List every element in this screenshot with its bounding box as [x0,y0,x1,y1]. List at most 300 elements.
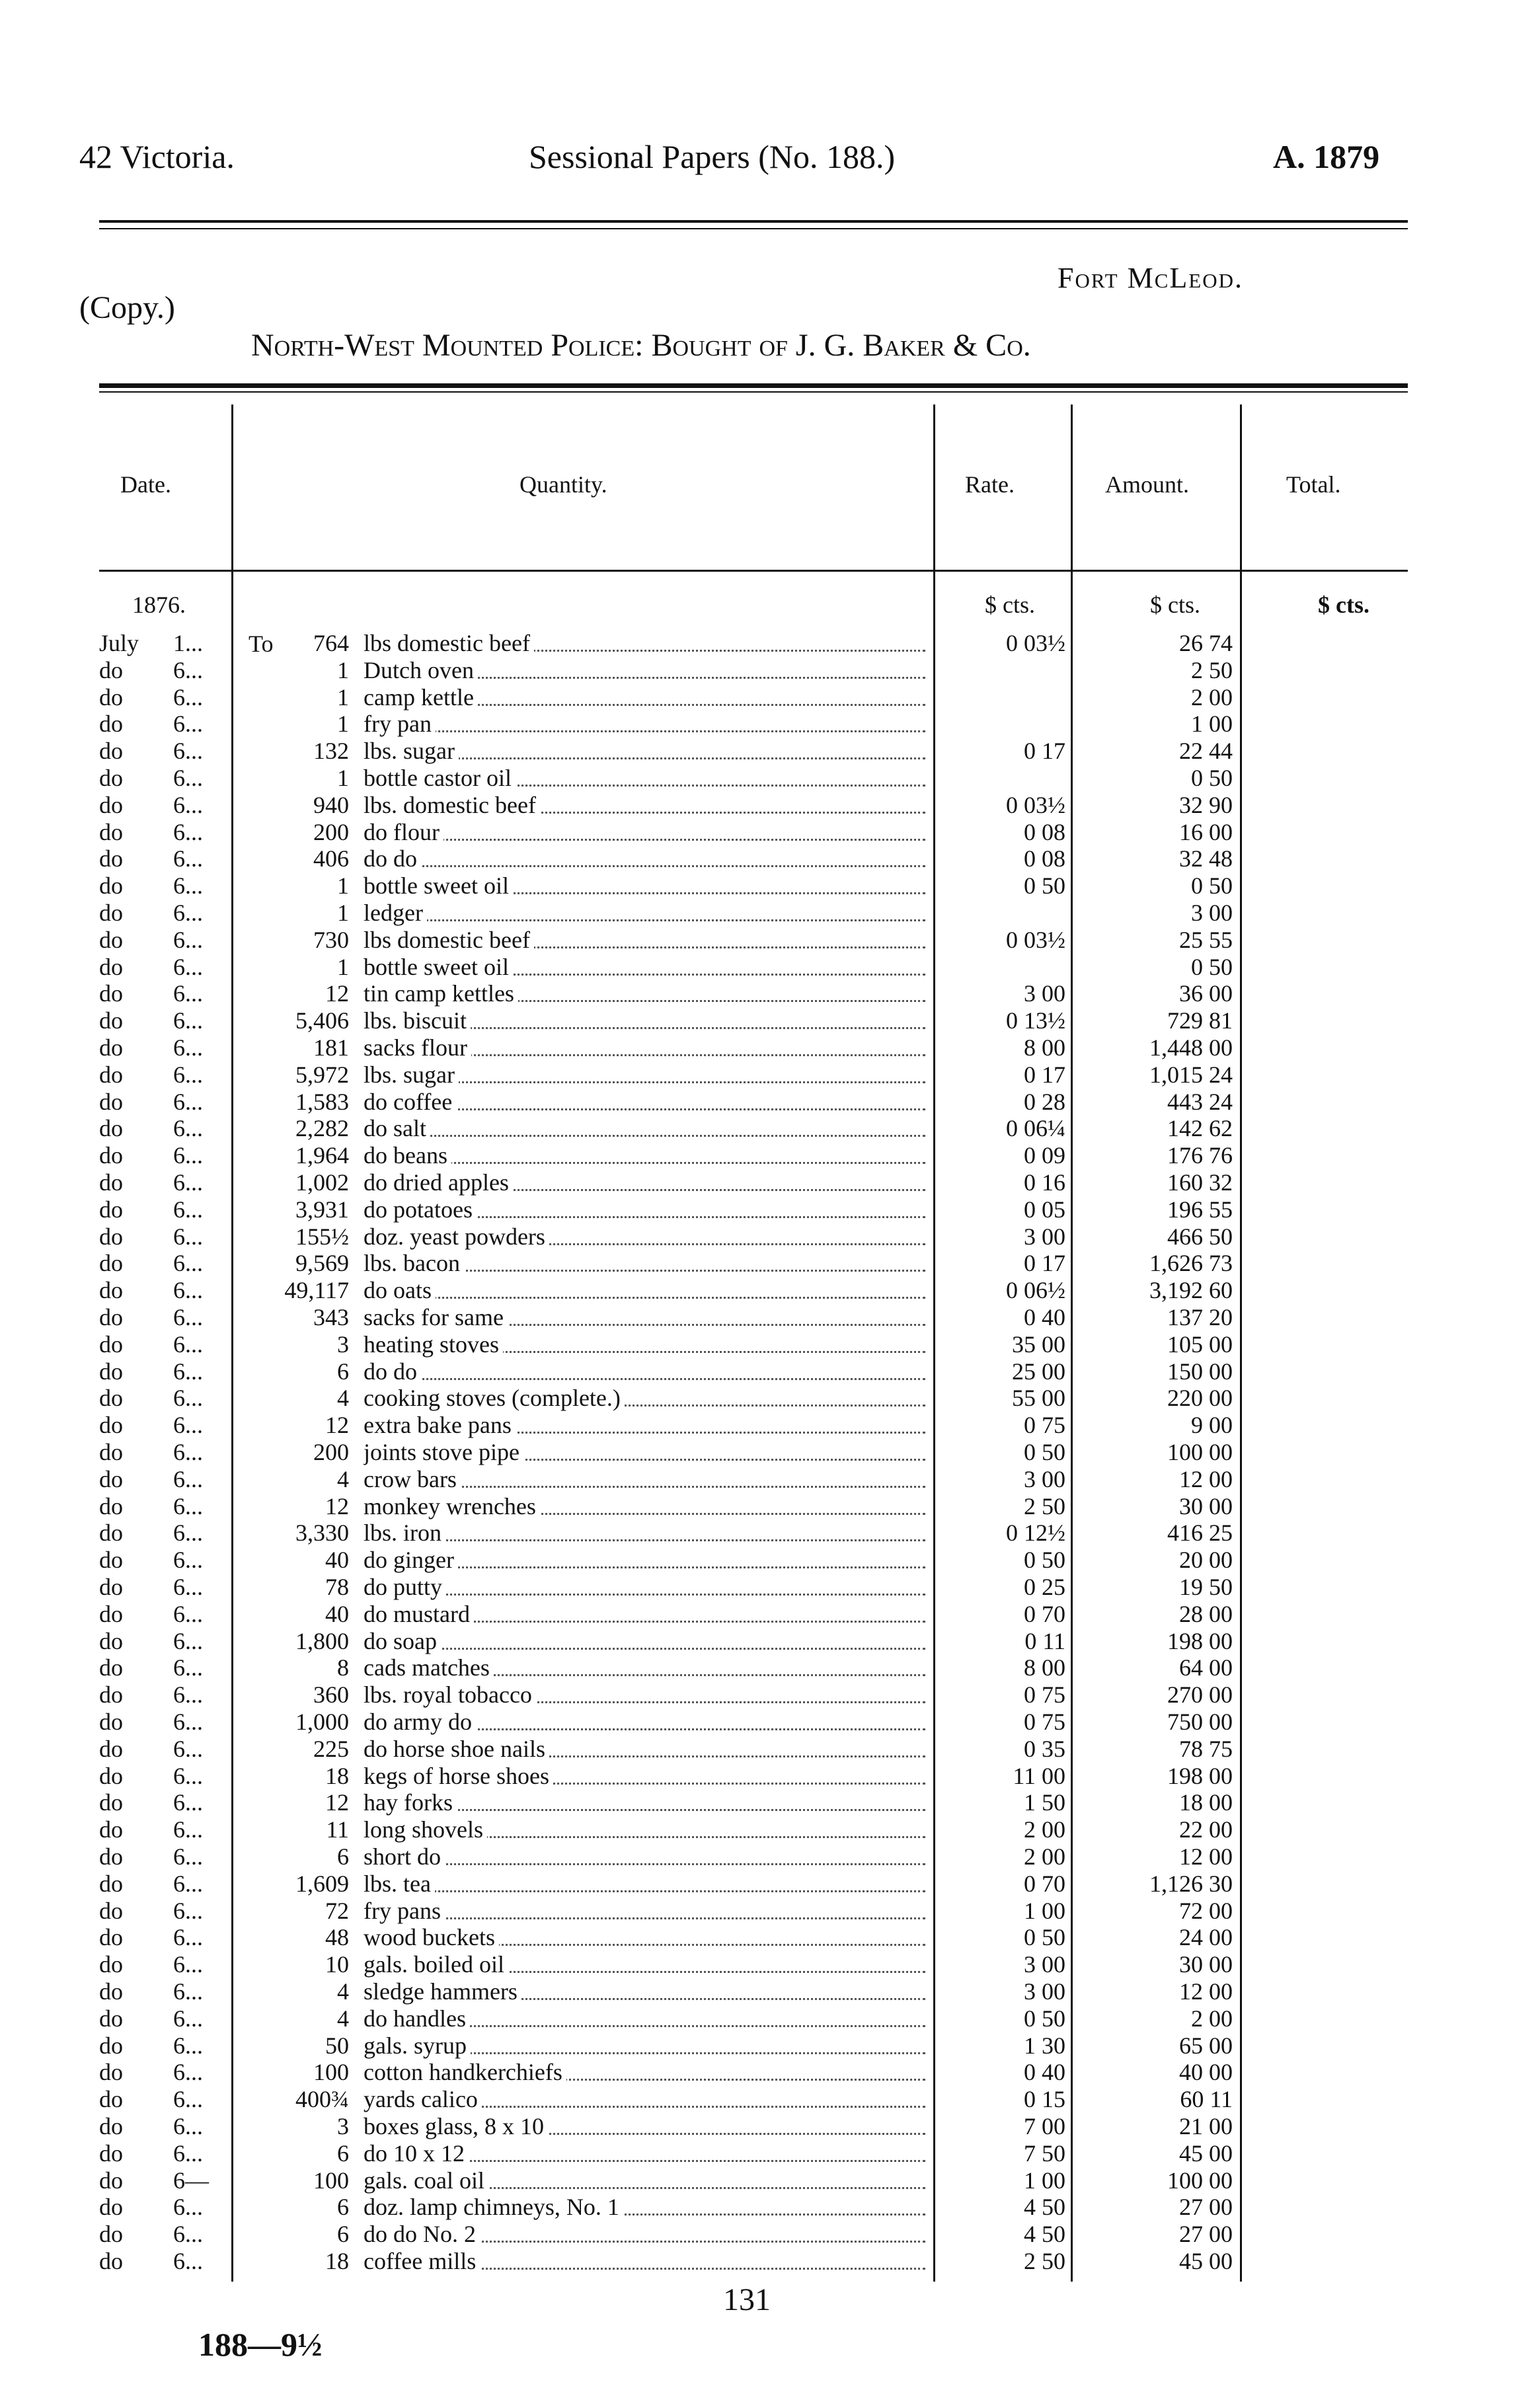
row-rate: 4 50 [1024,2194,1065,2221]
row-day: 6... [173,872,203,900]
row-description: lbs. biscuit [364,1007,471,1034]
row-quantity: 72 [325,1897,349,1924]
row-description: do 10 x 12 [364,2140,469,2167]
row-quantity: 100 [313,2059,349,2086]
total-unit: $ cts. [1318,592,1369,618]
column-quantity: Quantity. [520,471,607,498]
row-quantity: 6 [337,2194,349,2221]
row-quantity: 225 [313,1735,349,1762]
table-row [0,1358,1540,1385]
row-rate: 0 06¼ [1006,1115,1065,1142]
table-row [0,2140,1540,2167]
row-quantity: 1,583 [295,1088,349,1115]
row-rate: 25 00 [1012,1358,1065,1385]
row-description: do dried apples [364,1169,513,1196]
row-rate: 8 00 [1024,1654,1065,1681]
row-rate: 0 13½ [1006,1007,1065,1034]
row-description: joints stove pipe [364,1439,523,1465]
row-month: do [99,1654,123,1681]
row-quantity: 1 [337,683,349,711]
row-amount: 1,448 00 [1149,1034,1233,1061]
row-rate: 2 00 [1024,1843,1065,1870]
table-row [0,1412,1540,1439]
row-amount: 1 00 [1191,711,1233,738]
row-day: 6... [173,656,203,683]
row-amount: 19 50 [1179,1574,1233,1600]
row-rate: 1 00 [1024,2167,1065,2194]
row-quantity: 940 [313,791,349,818]
row-description: lbs domestic beef [364,630,534,656]
row-day: 6— [173,2167,209,2194]
row-month: do [99,738,123,765]
row-quantity: 132 [313,738,349,765]
table-row [0,872,1540,900]
location: Fort McLeod. [1058,262,1243,294]
row-description: lbs. tea [364,1870,435,1897]
row-description: crow bars [364,1466,461,1492]
row-day: 6... [173,1034,203,1061]
year-label: 1876. [132,592,186,618]
row-quantity: 764 [313,630,349,656]
row-month: do [99,765,123,791]
page-number: 131 [723,2282,771,2317]
row-month: do [99,1574,123,1600]
row-quantity: 1 [337,953,349,980]
row-description: kegs of horse shoes [364,1763,553,1789]
row-quantity: 78 [325,1574,349,1600]
row-month: do [99,683,123,711]
row-amount: 27 00 [1179,2194,1233,2221]
row-rate: 0 28 [1024,1088,1065,1115]
table-row [0,1843,1540,1870]
header-center: Sessional Papers (No. 188.) [529,138,896,175]
row-rate: 0 05 [1024,1196,1065,1223]
row-month: do [99,656,123,683]
row-day: 6... [173,2059,203,2086]
row-description: cotton handkerchiefs [364,2059,566,2085]
row-rate: 0 70 [1024,1870,1065,1897]
row-quantity: 3,931 [295,1196,349,1223]
row-amount: 137 20 [1167,1304,1233,1330]
row-day: 6... [173,926,203,953]
row-day: 6... [173,1816,203,1843]
row-day: 6... [173,1088,203,1115]
row-day: 6... [173,1574,203,1600]
row-description: lbs. bacon [364,1250,464,1276]
row-description: do do [364,1358,421,1385]
row-quantity: 48 [325,1924,349,1951]
row-rate: 0 50 [1024,2005,1065,2032]
row-quantity: 4 [337,1385,349,1412]
table-row [0,1250,1540,1277]
table-row [0,1547,1540,1574]
row-month: do [99,1304,123,1330]
row-amount: 198 00 [1167,1627,1233,1654]
row-description: lbs. domestic beef [364,792,540,818]
row-description: doz. lamp chimneys, No. 1 [364,2194,623,2220]
row-amount: 24 00 [1179,1924,1233,1951]
row-amount: 26 74 [1179,630,1233,656]
table-row [0,845,1540,872]
row-month: do [99,711,123,738]
row-month: do [99,1385,123,1412]
row-month: do [99,1250,123,1277]
row-month: do [99,1439,123,1465]
table-row [0,2086,1540,2113]
row-day: 6... [173,1735,203,1762]
row-description: lbs. sugar [364,738,459,764]
row-month: do [99,1520,123,1547]
row-description: sledge hammers [364,1978,521,2005]
row-amount: 0 50 [1191,765,1233,791]
row-rate: 3 00 [1024,1978,1065,2005]
table-row [0,1115,1540,1142]
row-day: 6... [173,738,203,765]
header-left: 42 Victoria. [79,138,235,175]
row-rate: 0 06½ [1006,1277,1065,1304]
row-rate: 0 70 [1024,1600,1065,1627]
row-month: do [99,1088,123,1115]
row-description: do potatoes [364,1196,477,1223]
table-row [0,2113,1540,2140]
row-description: do ginger [364,1547,458,1573]
row-quantity: 1,800 [295,1627,349,1654]
row-quantity: 406 [313,845,349,872]
row-month: do [99,1007,123,1034]
row-rate: 3 00 [1024,980,1065,1007]
row-amount: 22 44 [1179,738,1233,765]
row-quantity: 11 [326,1816,349,1843]
row-amount: 176 76 [1167,1142,1233,1169]
rate-unit: $ cts. [985,592,1035,618]
signature-mark: 188—9½ [198,2326,323,2363]
row-day: 6... [173,1277,203,1304]
table-row [0,2005,1540,2032]
row-month: do [99,953,123,980]
row-amount: 27 00 [1179,2221,1233,2248]
row-day: 6... [173,2086,203,2113]
row-day: 6... [173,1789,203,1816]
row-day: 6... [173,1897,203,1924]
row-month: do [99,1709,123,1735]
row-month: do [99,1924,123,1951]
row-month: do [99,791,123,818]
table-row [0,1007,1540,1034]
row-quantity: 10 [325,1951,349,1978]
row-description: do soap [364,1628,441,1654]
row-day: 6... [173,711,203,738]
row-description: do mustard [364,1601,474,1627]
row-amount: 22 00 [1179,1816,1233,1843]
row-quantity: 181 [313,1034,349,1061]
row-month: do [99,1681,123,1709]
amount-unit: $ cts. [1150,592,1200,618]
row-rate: 0 75 [1024,1709,1065,1735]
row-rate: 0 17 [1024,1061,1065,1088]
row-rate: 0 50 [1024,1439,1065,1465]
row-day: 6... [173,1330,203,1358]
table-row [0,1816,1540,1843]
row-description: extra bake pans [364,1412,516,1438]
row-quantity: 8 [337,1654,349,1681]
row-description: do flour [364,819,443,845]
row-month: do [99,2032,123,2059]
row-amount: 3 00 [1191,900,1233,926]
row-description: cads matches [364,1654,494,1681]
row-day: 6... [173,1223,203,1250]
column-amount: Amount. [1105,471,1190,498]
row-description: lbs. iron [364,1520,445,1546]
row-amount: 28 00 [1179,1600,1233,1627]
table-row [0,927,1540,954]
row-quantity: 155½ [295,1223,349,1250]
row-day: 6... [173,683,203,711]
table-row [0,1089,1540,1116]
row-description: do putty [364,1574,446,1600]
row-description: sacks flour [364,1034,471,1061]
table-row [0,1493,1540,1520]
row-month: do [99,2248,123,2274]
row-amount: 25 55 [1179,926,1233,953]
row-description: lbs. sugar [364,1061,459,1088]
copy-label: (Copy.) [79,290,175,325]
row-amount: 100 00 [1167,1439,1233,1465]
row-quantity: 4 [337,2005,349,2032]
table-row [0,657,1540,684]
row-rate: 0 50 [1024,1924,1065,1951]
table-row [0,1951,1540,1978]
table-row [0,1223,1540,1251]
row-description: ledger [364,900,427,926]
row-quantity: 3 [337,2113,349,2139]
row-description: long shovels [364,1816,487,1843]
row-day: 6... [173,1439,203,1465]
row-amount: 45 00 [1179,2248,1233,2274]
row-rate: 55 00 [1012,1385,1065,1412]
row-rate: 0 25 [1024,1574,1065,1600]
row-day: 6... [173,1681,203,1709]
row-quantity: 6 [337,1358,349,1385]
row-amount: 0 50 [1191,953,1233,980]
table-row [0,1654,1540,1681]
row-amount: 0 50 [1191,872,1233,900]
table-row [0,1169,1540,1196]
row-amount: 40 00 [1179,2059,1233,2086]
row-quantity: 730 [313,926,349,953]
row-month: do [99,1277,123,1304]
row-description: bottle castor oil [364,765,516,791]
row-day: 6... [173,818,203,845]
row-month: do [99,1412,123,1439]
row-day: 6... [173,2139,203,2167]
row-quantity: 18 [325,2248,349,2274]
row-month: do [99,1547,123,1574]
row-description: short do [364,1843,445,1870]
row-day: 6... [173,2194,203,2221]
row-description: doz. yeast powders [364,1223,549,1250]
table-row [0,1196,1540,1223]
row-rate: 0 03½ [1006,926,1065,953]
row-quantity: 1 [337,872,349,900]
row-rate: 0 75 [1024,1412,1065,1439]
table-row [0,1709,1540,1736]
row-amount: 45 00 [1179,2139,1233,2167]
row-quantity: 343 [313,1304,349,1330]
row-amount: 220 00 [1167,1385,1233,1412]
row-day: 6... [173,845,203,872]
table-row [0,1789,1540,1816]
row-amount: 100 00 [1167,2167,1233,2194]
row-day: 6... [173,1600,203,1627]
row-day: 6... [173,1492,203,1520]
table-row [0,738,1540,765]
table-row [0,2167,1540,2194]
row-quantity: 12 [325,1789,349,1816]
row-day: 6... [173,791,203,818]
row-day: 6... [173,1196,203,1223]
row-rate: 1 30 [1024,2032,1065,2059]
row-amount: 142 62 [1167,1115,1233,1142]
row-rate: 0 17 [1024,1250,1065,1277]
row-description: Dutch oven [364,657,478,683]
row-rate: 3 00 [1024,1223,1065,1250]
row-month: do [99,2194,123,2221]
row-month: do [99,1870,123,1897]
table-row [0,980,1540,1007]
row-quantity: 1 [337,711,349,738]
row-month: do [99,2221,123,2248]
table-row [0,1439,1540,1466]
table-rule-top [99,383,1408,388]
table-row [0,765,1540,792]
row-rate: 0 08 [1024,845,1065,872]
row-rate: 0 50 [1024,1547,1065,1574]
row-day: 6... [173,1115,203,1142]
row-month: do [99,1115,123,1142]
column-rate: Rate. [965,471,1015,498]
table-row [0,2221,1540,2248]
row-rate: 0 40 [1024,2059,1065,2086]
row-month: do [99,1843,123,1870]
row-amount: 1,015 24 [1149,1061,1233,1088]
row-amount: 2 50 [1191,656,1233,683]
row-description: do salt [364,1115,430,1141]
row-rate: 7 50 [1024,2139,1065,2167]
table-row [0,1628,1540,1655]
row-month: do [99,845,123,872]
table-row [0,2059,1540,2086]
table-row [0,2248,1540,2275]
row-rate: 0 35 [1024,1735,1065,1762]
row-month: do [99,1330,123,1358]
row-month: do [99,1600,123,1627]
row-quantity: 6 [337,2139,349,2167]
row-rate: 0 75 [1024,1681,1065,1709]
row-rate: 1 00 [1024,1897,1065,1924]
row-rate: 11 00 [1013,1762,1065,1789]
table-row [0,1681,1540,1709]
table-row [0,630,1540,657]
row-amount: 72 00 [1179,1897,1233,1924]
row-amount: 750 00 [1167,1709,1233,1735]
row-quantity: 5,406 [295,1007,349,1034]
row-day: 6... [173,1520,203,1547]
row-day: 6... [173,1924,203,1951]
row-quantity: 5,972 [295,1061,349,1088]
column-date: Date. [120,471,171,498]
document-title: North-West Mounted Police: Bought of J. G. Baker & Co. [251,328,1031,363]
row-description: bottle sweet oil [364,954,513,980]
row-rate: 1 50 [1024,1789,1065,1816]
row-day: 6... [173,1627,203,1654]
row-amount: 196 55 [1167,1196,1233,1223]
row-rate: 0 08 [1024,818,1065,845]
row-quantity: 12 [325,980,349,1007]
row-day: 6... [173,1142,203,1169]
row-quantity: 200 [313,1439,349,1465]
row-day: 6... [173,900,203,926]
row-month: do [99,926,123,953]
table-row [0,1034,1540,1061]
row-description: gals. syrup [364,2032,471,2059]
row-quantity: 200 [313,818,349,845]
row-day: 6... [173,1061,203,1088]
row-quantity: 40 [325,1600,349,1627]
row-amount: 160 32 [1167,1169,1233,1196]
row-description: hay forks [364,1789,457,1816]
row-quantity: 1 [337,900,349,926]
row-amount: 1,126 30 [1149,1870,1233,1897]
row-quantity: 6 [337,1843,349,1870]
row-month: do [99,872,123,900]
row-month: do [99,1358,123,1385]
table-row [0,1277,1540,1304]
row-amount: 32 90 [1179,791,1233,818]
row-quantity: 3,330 [295,1520,349,1547]
row-amount: 416 25 [1167,1520,1233,1547]
row-month: do [99,1762,123,1789]
row-month: do [99,2086,123,2113]
row-month: do [99,1169,123,1196]
row-quantity: 50 [325,2032,349,2059]
row-description: bottle sweet oil [364,872,513,899]
table-row [0,1061,1540,1089]
row-month: do [99,1735,123,1762]
row-month: July [99,630,139,656]
row-month: do [99,1465,123,1492]
row-rate: 2 50 [1024,1492,1065,1520]
row-day: 6... [173,953,203,980]
table-row [0,1385,1540,1412]
row-month: do [99,1897,123,1924]
row-month: do [99,2059,123,2086]
row-month: do [99,1034,123,1061]
table-row [0,1520,1540,1547]
row-amount: 30 00 [1179,1492,1233,1520]
row-month: do [99,900,123,926]
row-day: 6... [173,1304,203,1330]
row-amount: 32 48 [1179,845,1233,872]
row-day: 6... [173,765,203,791]
row-description: gals. coal oil [364,2167,488,2194]
row-quantity: 6 [337,2221,349,2248]
row-day: 6... [173,1465,203,1492]
row-day: 6... [173,2221,203,2248]
row-description: do do No. 2 [364,2221,480,2247]
row-quantity: 12 [325,1492,349,1520]
row-month: do [99,1951,123,1978]
row-description: coffee mills [364,2248,480,2274]
